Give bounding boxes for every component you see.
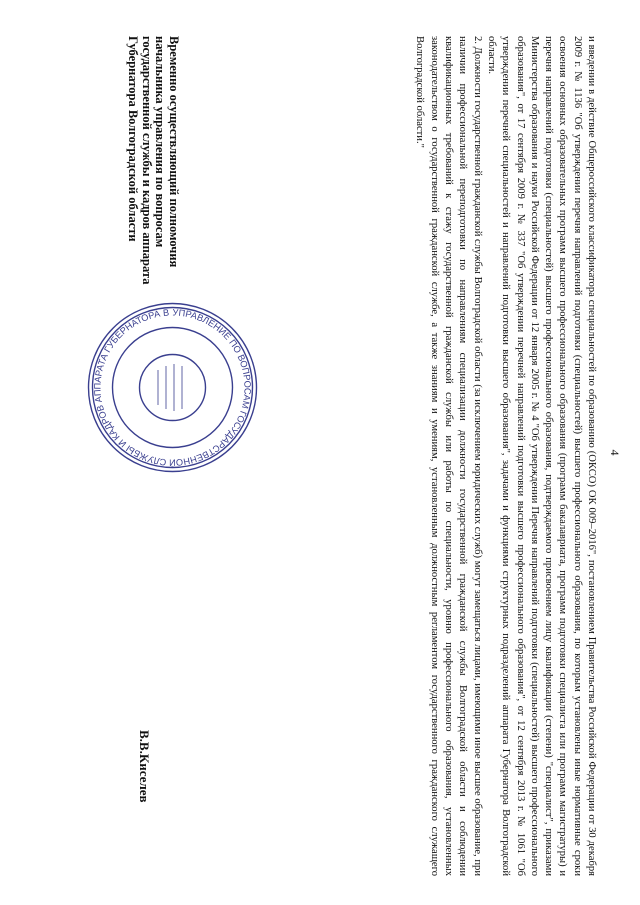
seal-outer-text: УПРАВЛЕНИЕ ПО ВОПРОСАМ ГОСУДАРСТВЕННОЙ СЛУЖБЫ И КАДРОВ АППАРАТА ГУБЕРНАТОРА В	[92, 307, 253, 468]
position-line: государственной службы и кадров аппарата	[140, 36, 154, 285]
paragraph-1: и введении в действие Общероссийского классификатора специальностей по образованию (ОКСО) ОК 009–2016", постановлением Правительства Российской Федерации от 30 декабря 2009 г. № 1136 "Об утверждении перечня направлений подготовки (специальностей) высшего профессионального образования, по которым установлены иные нормативные сроки освоения основных образовательных программ высшего профессионального образования (программ бакалавриата, программ подготовки специалиста или программ магистратуры) и перечня направлений подготовки (специальностей) высшего профессионального образования, подтверждаемого присвоением лицу квалификации (степени) "специалист", приказами Министерства образования и науки Российской Федерации от 12 января 2005 г. № 4 "Об утверждении Перечня направлений подготовки (специальностей) высшего профессионального образования", от 17 сентября 2009 г. № 337 "Об утверждении перечней направлений подготовки высшего профессионального образования", от 12 сентября 2013 г. № 1061 "Об утверждении перечней специальностей и направлений подготовки высшего образования", задачами и функциями структурных подразделений аппарата Губернатора Волгоградской области.	[485, 36, 597, 876]
document-body	[412, 36, 598, 876]
position-line: Губернатора Волгоградской области	[126, 36, 141, 242]
paragraph-2: 2. Должности государственной гражданской службы Волгоградской области (за исключением юридических служб) могут замещаться лицами, имеющими иное высшее образование, при наличии профессиональной переподготовки по направлениям специализации должности государственной гражданской службы Волгоградской области и соблюдении квалификационных требований к стажу государственной гражданской службы или работы по специальности, уровню профессионального образования, установленных законодательством о государственной гражданской службе, а также знаниям и умениям, установленным должностным регламентом государственного гражданского служащего Волгоградской области."	[414, 36, 483, 876]
position-line: начальника управления по вопросам	[153, 36, 168, 248]
official-seal-stamp	[85, 300, 260, 475]
signatory-position	[126, 36, 180, 336]
signer-name: В.В.Киселев	[137, 730, 152, 803]
seal-icon	[85, 300, 260, 475]
position-line: Временно осуществляющий полномочия	[167, 36, 181, 268]
page-number: 4	[608, 449, 622, 456]
